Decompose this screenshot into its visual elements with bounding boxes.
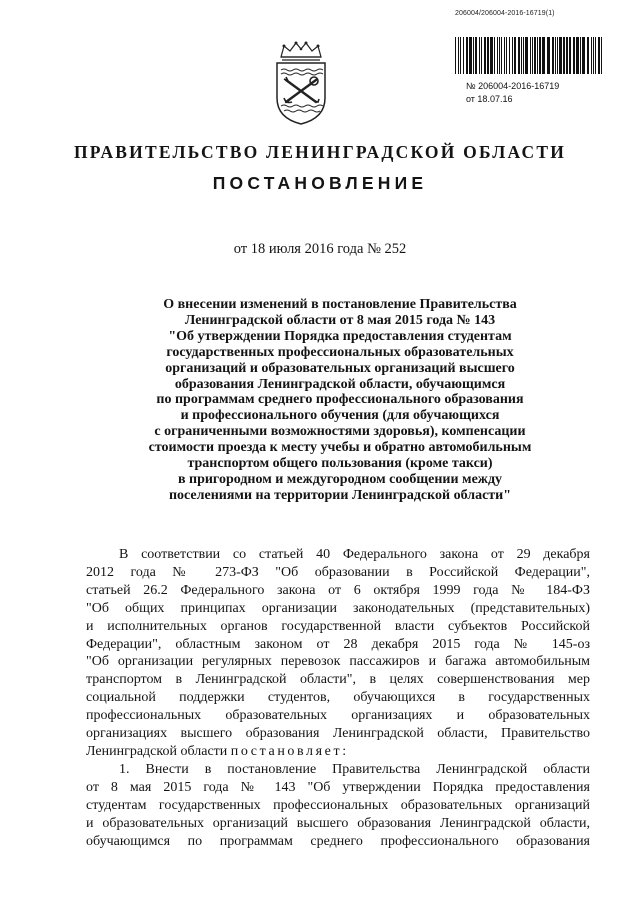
barcode-bar (460, 37, 461, 74)
body-line: студентам государственных профессиональных образовательных организаций (86, 797, 590, 813)
body-line: Федерации", областным законом от 28 декабря 2015 года № 145-оз (86, 636, 590, 652)
subject-line: и профессионального обучения (для обучающихся (180, 408, 500, 424)
subject-line: Ленинградской области от 8 мая 2015 года № 143 (184, 312, 496, 328)
body-line: профессиональных образовательных организациях и образовательных (86, 708, 590, 724)
document-subject (80, 297, 600, 504)
document-date: от 18 июля 2016 года № 252 (233, 241, 407, 257)
barcode-bar (580, 37, 581, 74)
barcode-bar (487, 37, 489, 74)
barcode-bar (542, 37, 545, 74)
body-line: 2012 года № 273-ФЗ "Об образовании в Российской Федерации", (86, 564, 590, 580)
subject-line: с ограниченными возможностями здоровья), компенсации (154, 424, 526, 440)
barcode-bar (598, 37, 600, 74)
coat-of-arms-icon (272, 40, 330, 126)
resolution-word: постановляет: (230, 743, 349, 759)
barcode-bar (509, 37, 510, 74)
barcode-bar (582, 37, 585, 74)
barcode-bar (504, 37, 505, 74)
header-code: 206004/206004-2016-16719(1) (455, 10, 555, 17)
subject-line: поселениями на территории Ленинградской области" (168, 487, 512, 503)
barcode-bar (463, 37, 464, 74)
body-line: и образовательных организаций высшего образования Ленинградской области, (86, 815, 590, 831)
subject-line: образования Ленинградской области, обучающимся (174, 376, 506, 392)
barcode-bar (534, 37, 536, 74)
barcode-bar (469, 37, 472, 74)
barcode-bar (595, 37, 596, 74)
barcode-bar (573, 37, 575, 74)
barcode-bar (466, 37, 468, 74)
subject-line: О внесении изменений в постановление Правительства (163, 297, 517, 312)
barcode-bar (499, 37, 500, 74)
barcode-bar (514, 37, 516, 74)
barcode-bar (484, 37, 486, 74)
subject-line: по программам среднего профессионального образования (156, 392, 524, 408)
barcode-bar (479, 37, 480, 74)
subject-line: государственных профессиональных образовательных (166, 344, 514, 360)
barcode-bar (518, 37, 520, 74)
barcode-bar (523, 37, 524, 74)
barcode-icon (454, 37, 604, 74)
barcode-bar (494, 37, 495, 74)
barcode-bar (501, 37, 502, 74)
subject-line: в пригородном и междугородном сообщении между (177, 471, 503, 487)
authority-title: ПРАВИТЕЛЬСТВО ЛЕНИНГРАДСКОЙ ОБЛАСТИ (73, 142, 567, 162)
body-line: 1. Внести в постановление Правительства Ленинградской области (119, 761, 590, 777)
barcode-bar (481, 37, 482, 74)
barcode-bar (475, 37, 477, 74)
subject-line: "Об утверждении Порядка предоставления студентам (168, 328, 512, 344)
barcode-bar (566, 37, 568, 74)
barcode-bar (512, 37, 513, 74)
barcode-bar (497, 37, 498, 74)
barcode-bar (587, 37, 589, 74)
registration-block (452, 37, 612, 107)
barcode-bar (532, 37, 533, 74)
body-line: обучающимся по программам среднего профессионального образования (86, 833, 590, 849)
barcode-bar (521, 37, 522, 74)
barcode-bar (593, 37, 594, 74)
barcode-bar (455, 37, 456, 74)
barcode-bar (539, 37, 541, 74)
registration-number: № 206004-2016-16719 (466, 81, 560, 91)
body-line: от 8 мая 2015 года № 143 "Об утверждении Порядка предоставления (86, 779, 590, 795)
body-line: В соответствии со статьей 40 Федерального закона от 29 декабря (119, 547, 590, 562)
subject-line: организаций и образовательных организаций высшего (165, 360, 515, 376)
subject-line: стоимости проезда к месту учебы и обратно автомобильным (148, 440, 532, 456)
barcode-bar (591, 37, 592, 74)
document-body (86, 546, 590, 850)
registration-date: от 18.07.16 (466, 94, 513, 104)
barcode-bar (555, 37, 556, 74)
body-line: организациях высшего образования Ленинградской области, Правительство (86, 726, 590, 742)
barcode-bar (506, 37, 507, 74)
body-line: и исполнительных органов государственной власти субъектов Российской (86, 618, 590, 634)
body-line: "Об общих принципах организации законодательных (представительных) (86, 600, 590, 616)
barcode-bar (557, 37, 558, 74)
barcode-bar (473, 37, 474, 74)
body-line-prefix: Ленинградской области (86, 743, 228, 759)
barcode-bar (563, 37, 565, 74)
document-type: ПОСТАНОВЛЕНИЕ (212, 173, 428, 193)
body-line: статьей 26.2 Федерального закона от 6 октября 1999 года № 184-ФЗ (86, 582, 590, 598)
barcode-bar (601, 37, 602, 74)
barcode-bar (569, 37, 571, 74)
body-line: транспортом в Ленинградской области", в целях совершенствования мер (86, 672, 590, 688)
body-line: социальной поддержки студентов, обучающихся в государственных (86, 690, 590, 706)
barcode-bar (576, 37, 579, 74)
body-line: "Об организации регулярных перевозок пассажиров и багажа автомобильным (86, 654, 590, 670)
barcode-bar (547, 37, 550, 74)
subject-line: транспортом общего пользования (кроме такси) (187, 456, 493, 472)
barcode-bar (525, 37, 528, 74)
barcode-bar (490, 37, 493, 74)
barcode-bar (552, 37, 554, 74)
body-line-final (86, 743, 590, 761)
barcode-bar (530, 37, 531, 74)
barcode-bar (458, 37, 459, 74)
barcode-bar (537, 37, 538, 74)
barcode-bar (559, 37, 562, 74)
